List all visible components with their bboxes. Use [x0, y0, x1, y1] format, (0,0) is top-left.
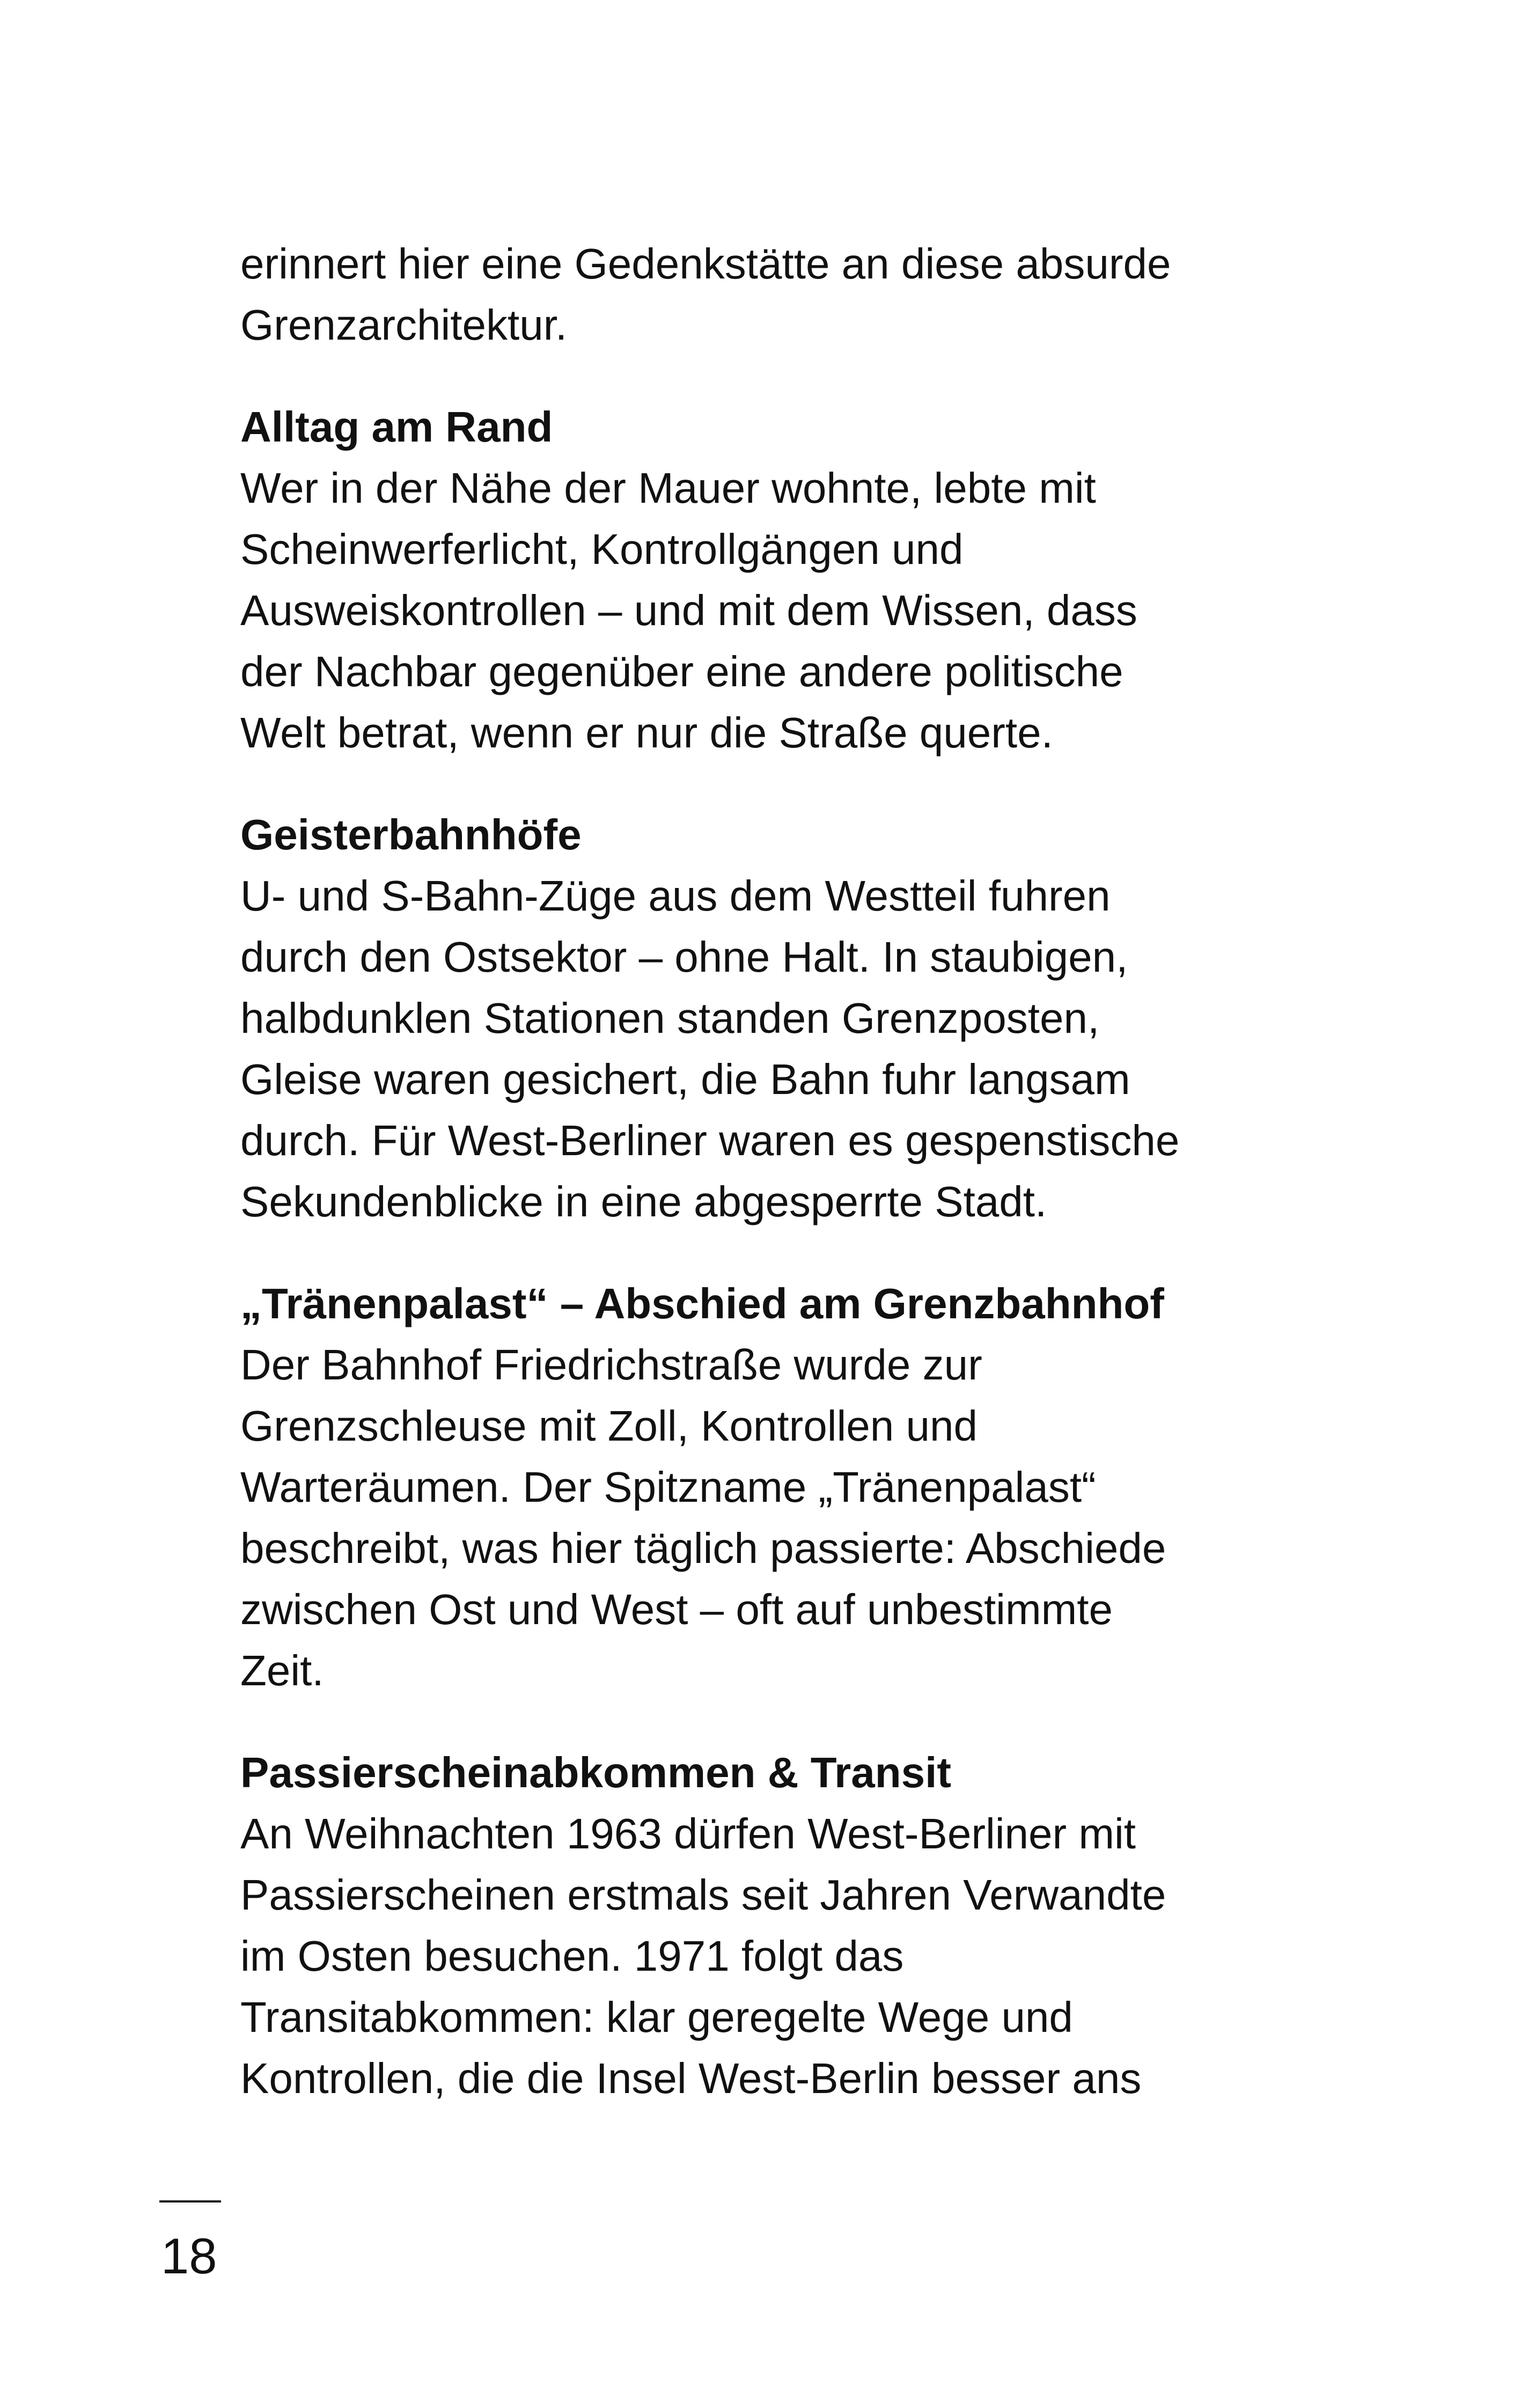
text-line: zwischen Ost und West – oft auf unbestimmte	[240, 1585, 1113, 1633]
section-heading: Geisterbahnhöfe	[240, 811, 582, 858]
text-line: Scheinwerferlicht, Kontrollgängen und	[240, 525, 964, 573]
section-paragraph	[240, 1803, 1287, 2109]
section-paragraph	[240, 458, 1287, 763]
text-line: Sekundenblicke in eine abgesperrte Stadt.	[240, 1178, 1047, 1225]
text-line: Der Bahnhof Friedrichstraße wurde zur	[240, 1341, 982, 1389]
section-traenenpalast	[240, 1273, 1287, 1701]
text-line: der Nachbar gegenüber eine andere politische	[240, 648, 1123, 695]
text-line: An Weihnachten 1963 dürfen West-Berliner mit	[240, 1810, 1136, 1858]
section-heading: „Tränenpalast“ – Abschied am Grenzbahnhof	[240, 1280, 1164, 1327]
section-passierscheinabkommen	[240, 1742, 1287, 2109]
text-line: halbdunklen Stationen standen Grenzposten,	[240, 994, 1100, 1042]
text-line: Wer in der Nähe der Mauer wohnte, lebte mit	[240, 464, 1096, 512]
text-line: erinnert hier eine Gedenkstätte an diese absurde	[240, 240, 1171, 288]
text-line: Zeit.	[240, 1647, 324, 1694]
section-geisterbahnhoefe	[240, 804, 1287, 1232]
text-column	[240, 233, 1287, 2109]
text-line: im Osten besuchen. 1971 folgt das	[240, 1932, 904, 1980]
text-line: beschreibt, was hier täglich passierte: Abschiede	[240, 1524, 1166, 1572]
section-paragraph	[240, 1334, 1287, 1701]
intro-paragraph	[240, 233, 1287, 356]
text-line: Gleise waren gesichert, die Bahn fuhr langsam	[240, 1055, 1130, 1103]
section-heading: Passierscheinabkommen & Transit	[240, 1749, 951, 1796]
text-line: Passierscheinen erstmals seit Jahren Verwandte	[240, 1871, 1166, 1919]
text-line: durch. Für West-Berliner waren es gespenstische	[240, 1117, 1180, 1164]
section-paragraph	[240, 865, 1287, 1232]
text-line: Grenzschleuse mit Zoll, Kontrollen und	[240, 1402, 978, 1450]
text-line: Warteräumen. Der Spitzname „Tränenpalast“	[240, 1463, 1096, 1511]
text-line: Grenzarchitektur.	[240, 301, 568, 349]
footer-divider	[159, 2200, 221, 2203]
text-line: Kontrollen, die die Insel West-Berlin besser ans	[240, 2054, 1142, 2102]
page-number: 18	[161, 2228, 217, 2284]
text-line: U- und S-Bahn-Züge aus dem Westteil fuhren	[240, 872, 1111, 920]
section-heading: Alltag am Rand	[240, 403, 553, 451]
text-line: Transitabkommen: klar geregelte Wege und	[240, 1993, 1073, 2041]
text-line: Ausweiskontrollen – und mit dem Wissen, dass	[240, 586, 1137, 634]
section-alltag-am-rand	[240, 397, 1287, 763]
text-line: Welt betrat, wenn er nur die Straße querte.	[240, 709, 1053, 757]
text-line: durch den Ostsektor – ohne Halt. In staubigen,	[240, 933, 1128, 981]
